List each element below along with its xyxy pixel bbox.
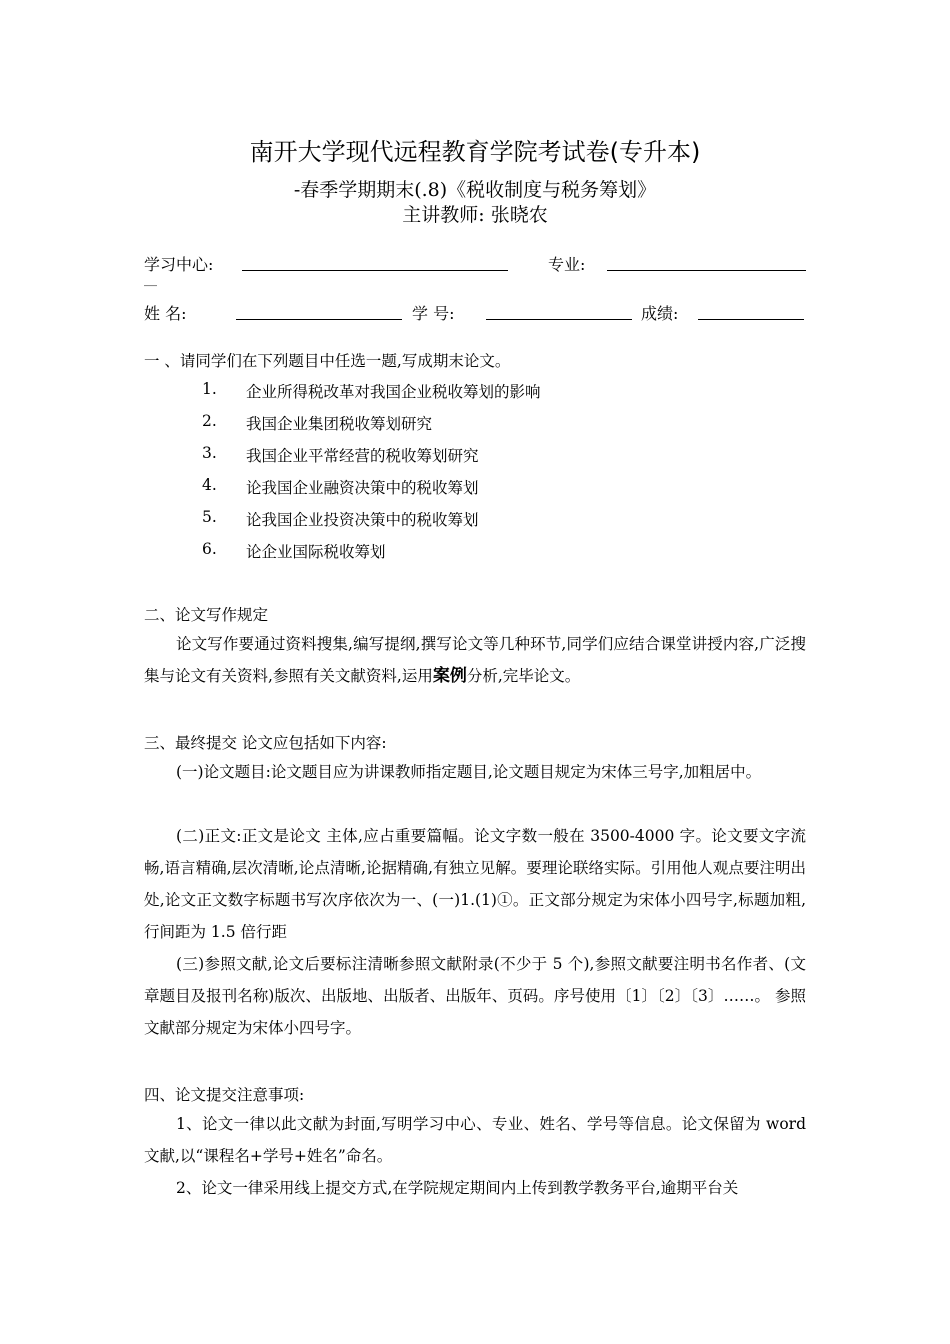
section2-body (144, 628, 806, 692)
section2-heading: 二、论文写作规定 (144, 606, 269, 624)
section3-reference-rule: (三)参照文献,论文后要标注清晰参照文献附录(不少于 5 个),参照文献要注明书名作者、(文章题目及报刊名称)版次、出版地、出版者、出版年、页码。序号使用〔1〕〔2〕〔3〕……。 参照文献部分规定为宋体小四号字。 (144, 955, 806, 1037)
student-id-label: 学 号: (412, 304, 455, 323)
topic-number: 1. (202, 380, 217, 398)
topic-text: 企业所得税改革对我国企业税收筹划的影响 (246, 383, 541, 401)
page-title: 南开大学现代远程教育学院考试卷(专升本) (249, 138, 701, 166)
topic-number: 4. (202, 476, 217, 494)
section3-title-rule: (一)论文题目:论文题目应为讲课教师指定题目,论文题目规定为宋体三号字,加粗居中。 (176, 763, 762, 781)
name-field[interactable] (236, 319, 402, 320)
score-field[interactable] (698, 319, 804, 320)
topic-number: 6. (202, 540, 217, 558)
teacher-line: 主讲教师: 张晓农 (402, 204, 548, 226)
topic-text: 我国企业平常经营的税收筹划研究 (246, 447, 479, 465)
name-label: 姓 名: (144, 304, 187, 323)
section4-note-2: 2、论文一律采用线上提交方式,在学院规定期间内上传到教学教务平台,逾期平台关 (176, 1179, 739, 1197)
topic-text: 论我国企业投资决策中的税收筹划 (246, 511, 479, 529)
trailing-underline: __ (144, 272, 157, 287)
section2-body-text: 论文写作要通过资料搜集,编写提纲,撰写论文等几种环节,同学们应结合课堂讲授内容,广泛搜集与论文有关资料,参照有关文献资料,运用 (144, 635, 806, 685)
section3-body-rule: (二)正文:正文是论文 主体,应占重要篇幅。论文字数一般在 3500-4000 字。论文要文字流畅,语言精确,层次清晰,论点清晰,论据精确,有独立见解。要理论联络实际。引用他人观点要注明出处,论文正文数字标题书写次序依次为一、(一)1.(1)①。正文部分规定为宋体小四号字,标题加粗,行间距为 1.5 倍行距 (144, 827, 806, 941)
major-field[interactable] (607, 270, 806, 271)
section4-heading: 四、论文提交注意事项: (144, 1086, 305, 1104)
topic-number: 5. (202, 508, 217, 526)
topic-number: 3. (202, 444, 217, 462)
topic-number: 2. (202, 412, 217, 430)
study-center-field[interactable] (242, 270, 508, 271)
course-subtitle: -春季学期期末(.8)《税收制度与税务筹划》 (293, 179, 657, 201)
score-label: 成绩: (641, 304, 679, 323)
study-center-label: 学习中心: (144, 255, 214, 274)
topic-text: 论我国企业融资决策中的税收筹划 (246, 479, 479, 497)
topic-text: 论企业国际税收筹划 (246, 543, 386, 561)
section2-body-end: 分析,完毕论文。 (466, 667, 581, 685)
section4-note-1: 1、论文一律以此文献为封面,写明学习中心、专业、姓名、学号等信息。论文保留为 word 文献,以“课程名+学号+姓名”命名。 (144, 1115, 806, 1165)
section2-bold-term: 案例 (432, 666, 467, 686)
student-id-field[interactable] (486, 319, 632, 320)
major-label: 专业: (548, 255, 586, 274)
topic-text: 我国企业集团税收筹划研究 (246, 415, 433, 433)
section3-heading: 三、最终提交 论文应包括如下内容: (144, 734, 387, 752)
section1-heading: 一 、请同学们在下列题目中任选一题,写成期末论文。 (144, 352, 511, 370)
